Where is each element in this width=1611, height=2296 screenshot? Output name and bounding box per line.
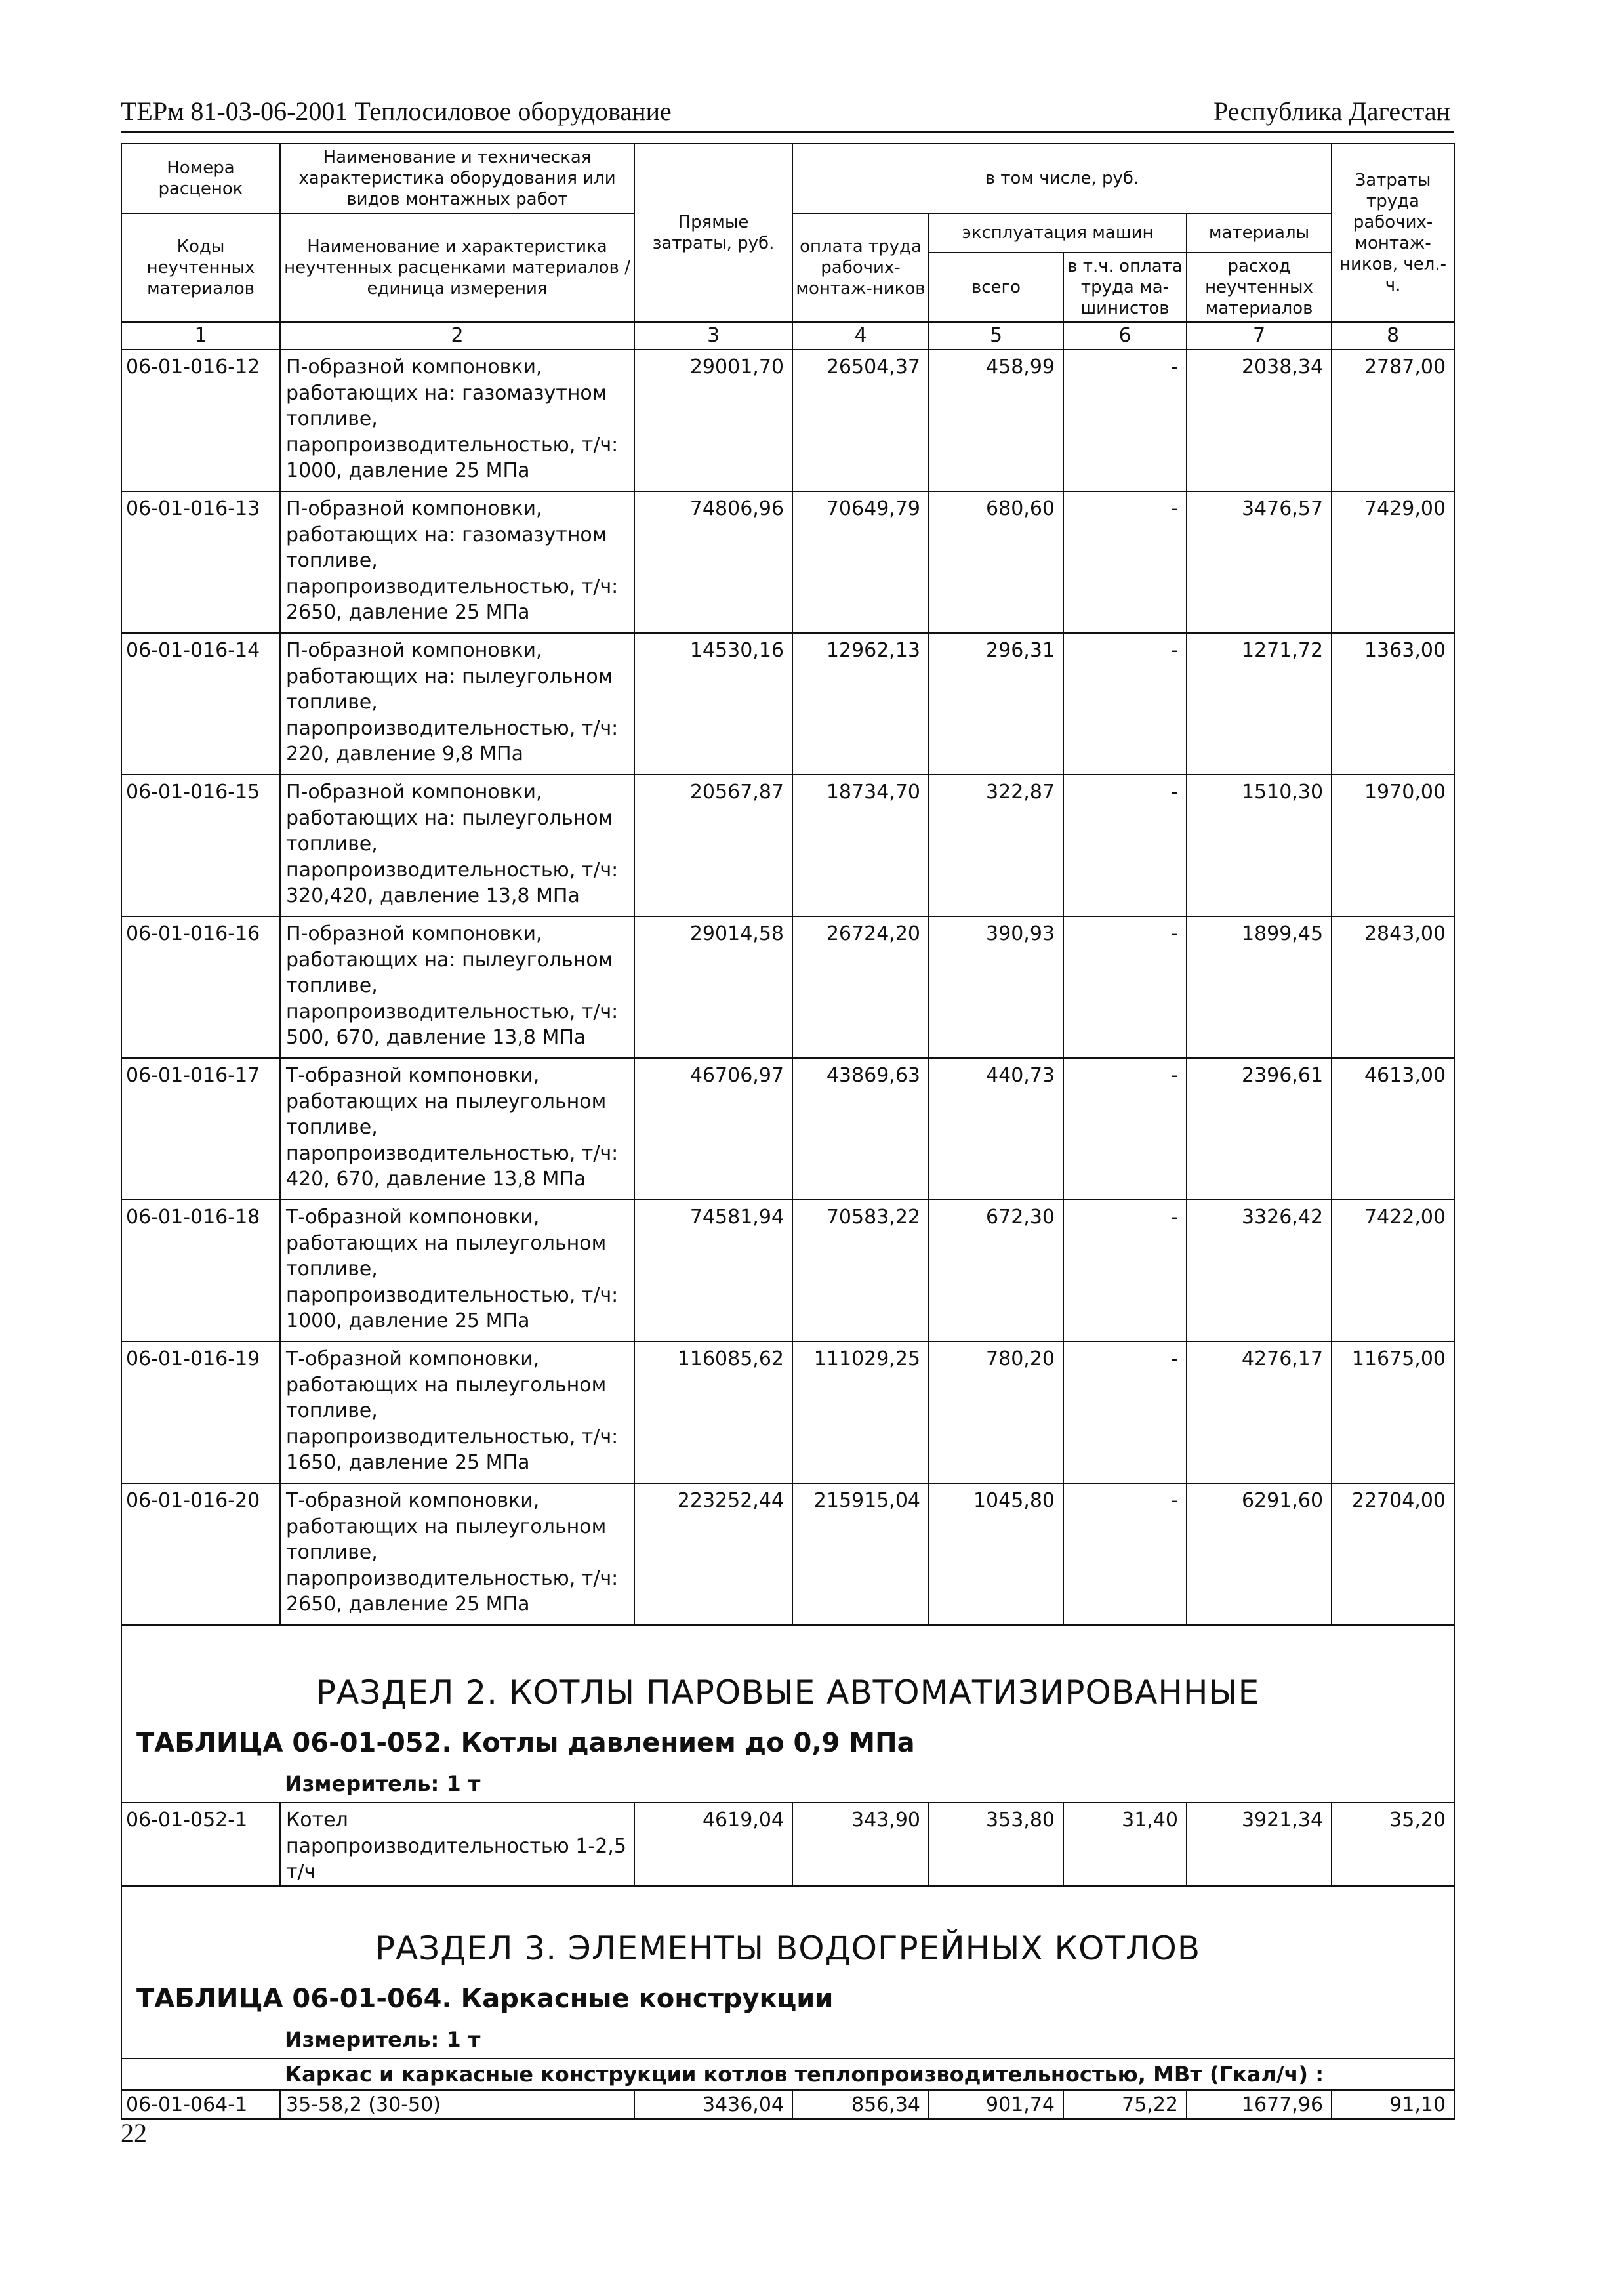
header-rule [121, 131, 1454, 133]
rate-name: Т-образной компоновки, работающих на пылеугольном топливе, паропроизводительностью, т/ч: 420, 670, давление 13,8 МПа [280, 1058, 634, 1200]
direct-costs: 74806,96 [634, 491, 792, 633]
table-row [121, 775, 1454, 916]
machinist-pay: - [1063, 775, 1187, 916]
materials-cost: 6291,60 [1187, 1483, 1332, 1625]
direct-costs: 116085,62 [634, 1342, 792, 1483]
hdr-labor-hours: Затраты труда рабочих-монтаж-ников, чел.-ч. [1332, 144, 1454, 322]
hdr-machines: эксплуатация машин [929, 213, 1187, 253]
colnum-5: 5 [929, 322, 1063, 350]
machines-total: 296,31 [929, 633, 1063, 775]
spacer [121, 1886, 1454, 1920]
materials-cost: 1899,45 [1187, 916, 1332, 1058]
page-number: 22 [121, 2118, 147, 2148]
machines-total: 322,87 [929, 775, 1063, 916]
worker-pay: 18734,70 [792, 775, 929, 916]
labor-hours: 2787,00 [1332, 350, 1454, 491]
rate-code: 06-01-016-16 [121, 916, 280, 1058]
subgroup-header: Каркас и каркасные конструкции котлов теплопроизводительностью, МВт (Гкал/ч) : [121, 2059, 1454, 2090]
direct-costs: 223252,44 [634, 1483, 792, 1625]
direct-costs: 29014,58 [634, 916, 792, 1058]
unit-of-measure: Измеритель: 1 т [121, 2021, 1454, 2059]
rate-code: 06-01-052-1 [121, 1803, 280, 1886]
worker-pay: 215915,04 [792, 1483, 929, 1625]
table-row [121, 1342, 1454, 1483]
machinist-pay: - [1063, 350, 1187, 491]
materials-cost: 1271,72 [1187, 633, 1332, 775]
table-row [121, 633, 1454, 775]
table-code: ТАБЛИЦА 06-01-052. [136, 1728, 452, 1758]
machines-total: 1045,80 [929, 1483, 1063, 1625]
direct-costs: 20567,87 [634, 775, 792, 916]
machinist-pay: - [1063, 1058, 1187, 1200]
table-row [121, 1483, 1454, 1625]
rate-name: П-образной компоновки, работающих на: газомазутном топливе, паропроизводительностью, т/ч: 1000, давление 25 МПа [280, 350, 634, 491]
direct-costs: 46706,97 [634, 1058, 792, 1200]
materials-cost: 3921,34 [1187, 1803, 1332, 1886]
rate-code: 06-01-016-19 [121, 1342, 280, 1483]
machines-total: 680,60 [929, 491, 1063, 633]
rate-code: 06-01-016-20 [121, 1483, 280, 1625]
rate-name: П-образной компоновки, работающих на: пылеугольном топливе, паропроизводительностью, т/ч: 320,420, давление 13,8 МПа [280, 775, 634, 916]
table-06-01-064-title [121, 1977, 1454, 2021]
machinist-pay: 75,22 [1063, 2090, 1187, 2119]
direct-costs: 29001,70 [634, 350, 792, 491]
materials-cost: 4276,17 [1187, 1342, 1332, 1483]
column-numbers-row [121, 322, 1454, 350]
rate-name: Котел паропроизводительностью 1-2,5 т/ч [280, 1803, 634, 1886]
table-row [121, 350, 1454, 491]
hdr-col1-bottom: Коды неучтенных материалов [121, 213, 280, 322]
labor-hours: 4613,00 [1332, 1058, 1454, 1200]
hdr-direct-costs: Прямые затраты, руб. [634, 144, 792, 322]
hdr-col1-top: Номера расценок [121, 144, 280, 213]
materials-cost: 2396,61 [1187, 1058, 1332, 1200]
machines-total: 901,74 [929, 2090, 1063, 2119]
worker-pay: 70583,22 [792, 1200, 929, 1342]
materials-cost: 1677,96 [1187, 2090, 1332, 2119]
rate-code: 06-01-016-17 [121, 1058, 280, 1200]
machines-total: 390,93 [929, 916, 1063, 1058]
colnum-6: 6 [1063, 322, 1187, 350]
rate-code: 06-01-016-15 [121, 775, 280, 916]
colnum-1: 1 [121, 322, 280, 350]
materials-cost: 3326,42 [1187, 1200, 1332, 1342]
labor-hours: 35,20 [1332, 1803, 1454, 1886]
hdr-machines-total: всего [929, 253, 1063, 322]
table-name: Каркасные конструкции [460, 1983, 834, 2014]
table-code: ТАБЛИЦА 06-01-064. [136, 1983, 452, 2014]
rate-name: Т-образной компоновки, работающих на пылеугольном топливе, паропроизводительностью, т/ч: 1650, давление 25 МПа [280, 1342, 634, 1483]
labor-hours: 22704,00 [1332, 1483, 1454, 1625]
rate-code: 06-01-016-13 [121, 491, 280, 633]
hdr-materials: материалы [1187, 213, 1332, 253]
hdr-machinist-pay: в т.ч. оплата труда ма-шинистов [1063, 253, 1187, 322]
section-2-title: РАЗДЕЛ 2. КОТЛЫ ПАРОВЫЕ АВТОМАТИЗИРОВАННЫЕ [121, 1664, 1454, 1721]
machines-total: 440,73 [929, 1058, 1063, 1200]
machinist-pay: 31,40 [1063, 1803, 1187, 1886]
rate-name: Т-образной компоновки, работающих на пылеугольном топливе, паропроизводительностью, т/ч: 2650, давление 25 МПа [280, 1483, 634, 1625]
machines-total: 780,20 [929, 1342, 1063, 1483]
section-3-title: РАЗДЕЛ 3. ЭЛЕМЕНТЫ ВОДОГРЕЙНЫХ КОТЛОВ [121, 1920, 1454, 1977]
worker-pay: 12962,13 [792, 633, 929, 775]
machinist-pay: - [1063, 916, 1187, 1058]
spacer [121, 1625, 1454, 1664]
direct-costs: 4619,04 [634, 1803, 792, 1886]
worker-pay: 70649,79 [792, 491, 929, 633]
table-name: Котлы давлением до 0,9 МПа [460, 1728, 915, 1758]
materials-cost: 3476,57 [1187, 491, 1332, 633]
labor-hours: 2843,00 [1332, 916, 1454, 1058]
materials-cost: 2038,34 [1187, 350, 1332, 491]
labor-hours: 1363,00 [1332, 633, 1454, 775]
table-row [121, 916, 1454, 1058]
rate-name: П-образной компоновки, работающих на: пылеугольном топливе, паропроизводительностью, т/ч: 220, давление 9,8 МПа [280, 633, 634, 775]
machinist-pay: - [1063, 491, 1187, 633]
worker-pay: 43869,63 [792, 1058, 929, 1200]
table-row [121, 1803, 1454, 1886]
table-row [121, 491, 1454, 633]
machinist-pay: - [1063, 1342, 1187, 1483]
worker-pay: 343,90 [792, 1803, 929, 1886]
machines-total: 458,99 [929, 350, 1063, 491]
rate-name: 35-58,2 (30-50) [280, 2090, 634, 2119]
machinist-pay: - [1063, 633, 1187, 775]
direct-costs: 14530,16 [634, 633, 792, 775]
machines-total: 353,80 [929, 1803, 1063, 1886]
colnum-7: 7 [1187, 322, 1332, 350]
machinist-pay: - [1063, 1483, 1187, 1625]
hdr-unaccounted-materials: расход неучтенных материалов [1187, 253, 1332, 322]
hdr-worker-pay: оплата труда рабочих-монтаж-ников [792, 213, 929, 322]
rate-name: Т-образной компоновки, работающих на пылеугольном топливе, паропроизводительностью, т/ч: 1000, давление 25 МПа [280, 1200, 634, 1342]
table-row [121, 1058, 1454, 1200]
unit-of-measure: Измеритель: 1 т [121, 1765, 1454, 1803]
worker-pay: 111029,25 [792, 1342, 929, 1483]
materials-cost: 1510,30 [1187, 775, 1332, 916]
rate-code: 06-01-016-14 [121, 633, 280, 775]
table-06-01-052-title [121, 1721, 1454, 1765]
rates-table [121, 143, 1455, 2120]
colnum-4: 4 [792, 322, 929, 350]
rate-name: П-образной компоновки, работающих на: пылеугольном топливе, паропроизводительностью, т/ч: 500, 670, давление 13,8 МПа [280, 916, 634, 1058]
hdr-col2-top: Наименование и техническая характеристика оборудования или видов монтажных работ [280, 144, 634, 213]
colnum-2: 2 [280, 322, 634, 350]
rate-code: 06-01-016-12 [121, 350, 280, 491]
rate-code: 06-01-064-1 [121, 2090, 280, 2119]
colnum-8: 8 [1332, 322, 1454, 350]
machines-total: 672,30 [929, 1200, 1063, 1342]
labor-hours: 1970,00 [1332, 775, 1454, 916]
running-header-title: ТЕРм 81-03-06-2001 Теплосиловое оборудование [121, 96, 672, 126]
table-row [121, 1200, 1454, 1342]
worker-pay: 856,34 [792, 2090, 929, 2119]
labor-hours: 7429,00 [1332, 491, 1454, 633]
colnum-3: 3 [634, 322, 792, 350]
worker-pay: 26504,37 [792, 350, 929, 491]
labor-hours: 91,10 [1332, 2090, 1454, 2119]
hdr-col2-bottom: Наименование и характеристика неучтенных расценками материалов / единица измерения [280, 213, 634, 322]
table-row [121, 2090, 1454, 2119]
hdr-including: в том числе, руб. [792, 144, 1332, 213]
labor-hours: 7422,00 [1332, 1200, 1454, 1342]
direct-costs: 74581,94 [634, 1200, 792, 1342]
worker-pay: 26724,20 [792, 916, 929, 1058]
rate-code: 06-01-016-18 [121, 1200, 280, 1342]
rate-name: П-образной компоновки, работающих на: газомазутном топливе, паропроизводительностью, т/ч: 2650, давление 25 МПа [280, 491, 634, 633]
direct-costs: 3436,04 [634, 2090, 792, 2119]
running-header-region: Республика Дагестан [1213, 96, 1450, 126]
machinist-pay: - [1063, 1200, 1187, 1342]
labor-hours: 11675,00 [1332, 1342, 1454, 1483]
